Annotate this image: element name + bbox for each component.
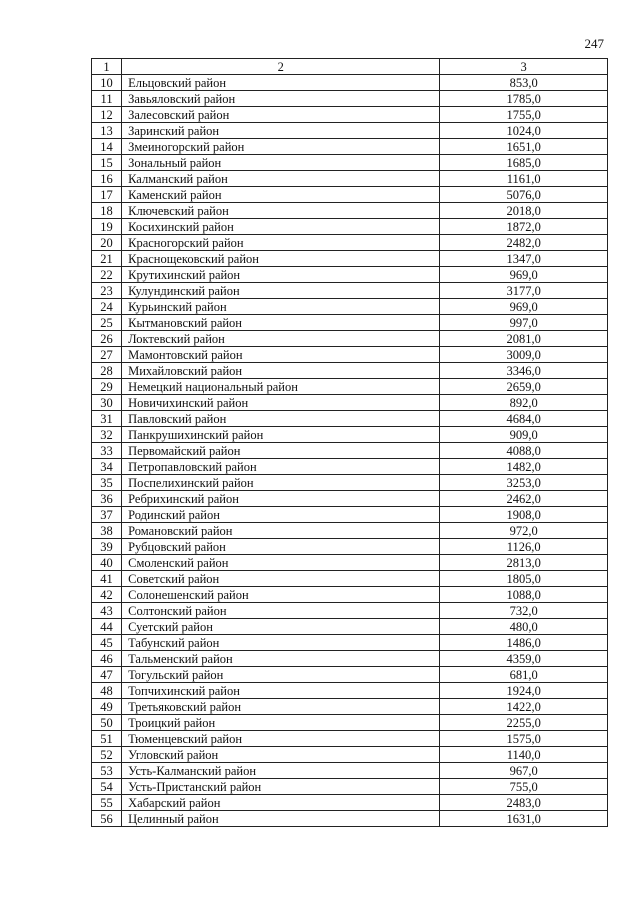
table-row [92, 555, 608, 571]
table-row [92, 683, 608, 699]
row-number: 34 [92, 459, 122, 475]
row-number: 23 [92, 283, 122, 299]
district-value: 892,0 [440, 395, 608, 411]
table-row [92, 587, 608, 603]
district-name: Романовский район [122, 523, 440, 539]
row-number: 52 [92, 747, 122, 763]
row-number: 50 [92, 715, 122, 731]
district-value: 1575,0 [440, 731, 608, 747]
row-number: 19 [92, 219, 122, 235]
row-number: 54 [92, 779, 122, 795]
table-row [92, 443, 608, 459]
district-name: Каменский район [122, 187, 440, 203]
row-number: 51 [92, 731, 122, 747]
row-number: 41 [92, 571, 122, 587]
row-number: 13 [92, 123, 122, 139]
table-row [92, 219, 608, 235]
row-number: 17 [92, 187, 122, 203]
district-name: Суетский район [122, 619, 440, 635]
table-row [92, 299, 608, 315]
district-name: Солтонский район [122, 603, 440, 619]
district-name: Петропавловский район [122, 459, 440, 475]
row-number: 15 [92, 155, 122, 171]
row-number: 29 [92, 379, 122, 395]
table-row [92, 603, 608, 619]
table-row [92, 155, 608, 171]
table-row [92, 731, 608, 747]
district-name: Курьинский район [122, 299, 440, 315]
row-number: 56 [92, 811, 122, 827]
row-number: 22 [92, 267, 122, 283]
district-value: 1422,0 [440, 699, 608, 715]
row-number: 35 [92, 475, 122, 491]
header-row [92, 59, 608, 75]
table-row [92, 571, 608, 587]
district-value: 5076,0 [440, 187, 608, 203]
table-row [92, 347, 608, 363]
district-value: 1631,0 [440, 811, 608, 827]
table-row [92, 187, 608, 203]
column-header-name: 2 [122, 59, 440, 75]
district-value: 1140,0 [440, 747, 608, 763]
table-row [92, 811, 608, 827]
row-number: 20 [92, 235, 122, 251]
district-value: 2462,0 [440, 491, 608, 507]
district-name: Немецкий национальный район [122, 379, 440, 395]
district-name: Панкрушихинский район [122, 427, 440, 443]
district-name: Новичихинский район [122, 395, 440, 411]
table-row [92, 459, 608, 475]
district-value: 4088,0 [440, 443, 608, 459]
district-value: 1785,0 [440, 91, 608, 107]
table-row [92, 203, 608, 219]
district-name: Хабарский район [122, 795, 440, 811]
district-value: 2659,0 [440, 379, 608, 395]
row-number: 48 [92, 683, 122, 699]
row-number: 18 [92, 203, 122, 219]
district-name: Табунский район [122, 635, 440, 651]
row-number: 38 [92, 523, 122, 539]
row-number: 27 [92, 347, 122, 363]
table-row [92, 91, 608, 107]
district-name: Тогульский район [122, 667, 440, 683]
district-name: Залесовский район [122, 107, 440, 123]
row-number: 49 [92, 699, 122, 715]
table-row [92, 251, 608, 267]
table-row [92, 267, 608, 283]
column-header-value: 3 [440, 59, 608, 75]
district-name: Кулундинский район [122, 283, 440, 299]
row-number: 46 [92, 651, 122, 667]
district-value: 1088,0 [440, 587, 608, 603]
district-name: Ельцовский район [122, 75, 440, 91]
district-name: Змеиногорский район [122, 139, 440, 155]
district-name: Косихинский район [122, 219, 440, 235]
district-value: 755,0 [440, 779, 608, 795]
district-name: Зональный район [122, 155, 440, 171]
district-name: Топчихинский район [122, 683, 440, 699]
table-row [92, 779, 608, 795]
district-value: 1486,0 [440, 635, 608, 651]
district-name: Первомайский район [122, 443, 440, 459]
district-value: 2813,0 [440, 555, 608, 571]
district-value: 1651,0 [440, 139, 608, 155]
district-value: 732,0 [440, 603, 608, 619]
district-name: Павловский район [122, 411, 440, 427]
district-name: Михайловский район [122, 363, 440, 379]
district-name: Троицкий район [122, 715, 440, 731]
row-number: 11 [92, 91, 122, 107]
district-value: 1347,0 [440, 251, 608, 267]
district-value: 2081,0 [440, 331, 608, 347]
row-number: 12 [92, 107, 122, 123]
row-number: 53 [92, 763, 122, 779]
district-value: 3177,0 [440, 283, 608, 299]
table-row [92, 667, 608, 683]
page-number: 247 [584, 36, 604, 51]
table-row [92, 235, 608, 251]
district-name: Ключевский район [122, 203, 440, 219]
district-value: 1924,0 [440, 683, 608, 699]
row-number: 40 [92, 555, 122, 571]
table-row [92, 331, 608, 347]
district-name: Родинский район [122, 507, 440, 523]
table-row [92, 379, 608, 395]
row-number: 24 [92, 299, 122, 315]
district-name: Тюменцевский район [122, 731, 440, 747]
table-row [92, 315, 608, 331]
table-row [92, 747, 608, 763]
table-row [92, 171, 608, 187]
table-row [92, 539, 608, 555]
district-value: 3009,0 [440, 347, 608, 363]
district-value: 997,0 [440, 315, 608, 331]
table-row [92, 395, 608, 411]
district-name: Калманский район [122, 171, 440, 187]
row-number: 25 [92, 315, 122, 331]
table-row [92, 651, 608, 667]
district-value: 1908,0 [440, 507, 608, 523]
row-number: 30 [92, 395, 122, 411]
table-row [92, 635, 608, 651]
district-value: 2483,0 [440, 795, 608, 811]
row-number: 45 [92, 635, 122, 651]
row-number: 14 [92, 139, 122, 155]
district-value: 1805,0 [440, 571, 608, 587]
district-value: 1872,0 [440, 219, 608, 235]
district-name: Ребрихинский район [122, 491, 440, 507]
row-number: 33 [92, 443, 122, 459]
district-name: Смоленский район [122, 555, 440, 571]
row-number: 16 [92, 171, 122, 187]
table-row [92, 107, 608, 123]
district-name: Завьяловский район [122, 91, 440, 107]
district-value: 681,0 [440, 667, 608, 683]
row-number: 43 [92, 603, 122, 619]
table-row [92, 123, 608, 139]
table-row [92, 427, 608, 443]
district-name: Мамонтовский район [122, 347, 440, 363]
table-row [92, 363, 608, 379]
row-number: 37 [92, 507, 122, 523]
table-row [92, 475, 608, 491]
district-name: Целинный район [122, 811, 440, 827]
district-name: Красногорский район [122, 235, 440, 251]
district-name: Рубцовский район [122, 539, 440, 555]
district-name: Кытмановский район [122, 315, 440, 331]
district-name: Краснощековский район [122, 251, 440, 267]
district-name: Угловский район [122, 747, 440, 763]
district-value: 967,0 [440, 763, 608, 779]
district-value: 853,0 [440, 75, 608, 91]
district-name: Крутихинский район [122, 267, 440, 283]
district-table [91, 58, 608, 827]
district-name: Локтевский район [122, 331, 440, 347]
table-row [92, 523, 608, 539]
district-name: Усть-Пристанский район [122, 779, 440, 795]
row-number: 21 [92, 251, 122, 267]
row-number: 36 [92, 491, 122, 507]
table-row [92, 75, 608, 91]
row-number: 28 [92, 363, 122, 379]
row-number: 31 [92, 411, 122, 427]
district-name: Усть-Калманский район [122, 763, 440, 779]
district-value: 909,0 [440, 427, 608, 443]
district-name: Солонешенский район [122, 587, 440, 603]
table-row [92, 507, 608, 523]
district-name: Заринский район [122, 123, 440, 139]
district-value: 2255,0 [440, 715, 608, 731]
district-value: 1161,0 [440, 171, 608, 187]
row-number: 39 [92, 539, 122, 555]
district-value: 4684,0 [440, 411, 608, 427]
table-body [92, 75, 608, 827]
district-name: Советский район [122, 571, 440, 587]
table-row [92, 699, 608, 715]
district-value: 972,0 [440, 523, 608, 539]
table-row [92, 411, 608, 427]
table-row [92, 139, 608, 155]
row-number: 47 [92, 667, 122, 683]
district-value: 2018,0 [440, 203, 608, 219]
table-row [92, 283, 608, 299]
district-value: 4359,0 [440, 651, 608, 667]
district-value: 3253,0 [440, 475, 608, 491]
district-value: 480,0 [440, 619, 608, 635]
row-number: 42 [92, 587, 122, 603]
district-value: 969,0 [440, 267, 608, 283]
district-name: Третьяковский район [122, 699, 440, 715]
column-header-number: 1 [92, 59, 122, 75]
district-value: 1126,0 [440, 539, 608, 555]
row-number: 44 [92, 619, 122, 635]
district-value: 1755,0 [440, 107, 608, 123]
district-value: 1685,0 [440, 155, 608, 171]
district-value: 2482,0 [440, 235, 608, 251]
table-header [92, 59, 608, 75]
table-row [92, 795, 608, 811]
district-name: Тальменский район [122, 651, 440, 667]
table-row [92, 715, 608, 731]
table-row [92, 491, 608, 507]
district-value: 1482,0 [440, 459, 608, 475]
table-row [92, 763, 608, 779]
district-name: Поспелихинский район [122, 475, 440, 491]
row-number: 32 [92, 427, 122, 443]
row-number: 26 [92, 331, 122, 347]
district-value: 3346,0 [440, 363, 608, 379]
row-number: 55 [92, 795, 122, 811]
row-number: 10 [92, 75, 122, 91]
district-value: 969,0 [440, 299, 608, 315]
district-value: 1024,0 [440, 123, 608, 139]
table-row [92, 619, 608, 635]
